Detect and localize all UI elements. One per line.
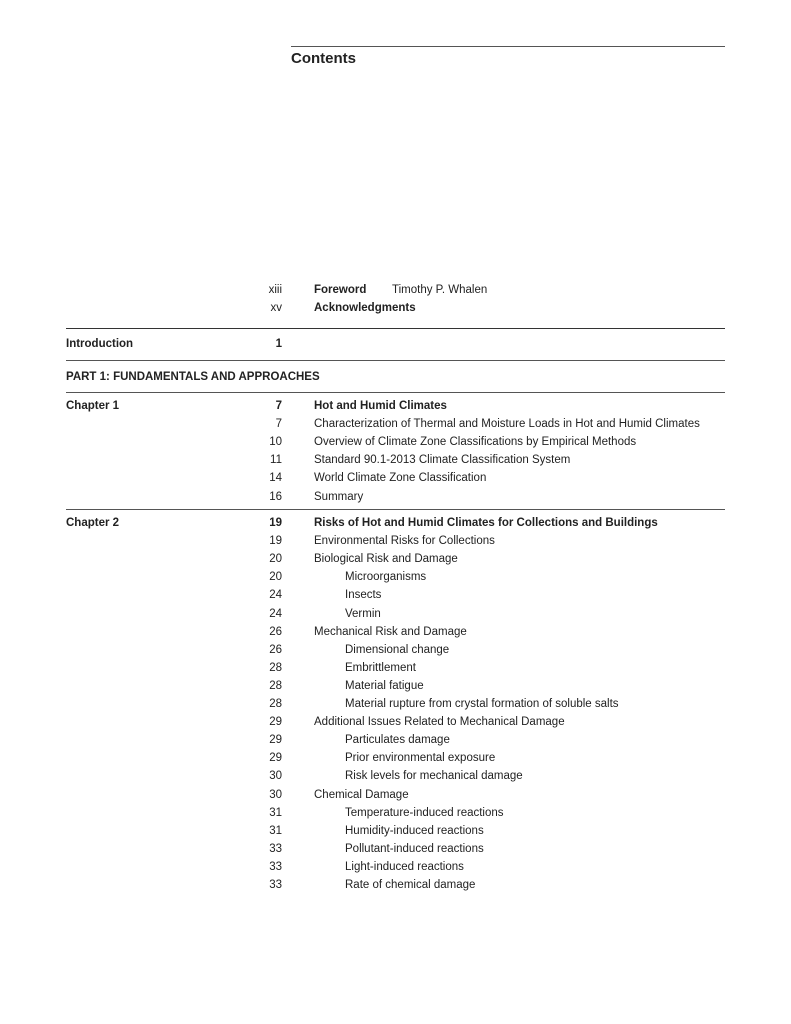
toc-entry-page: 28 — [269, 698, 282, 710]
toc-entry-page: 28 — [269, 679, 282, 692]
toc-entry-title[interactable]: Summary — [314, 490, 364, 503]
toc-entry-title[interactable]: Environmental Risks for Collections — [314, 535, 495, 548]
toc-entry-page: 26 — [269, 643, 282, 656]
toc-entry-title[interactable]: Material rupture from crystal formation of soluble salts — [345, 698, 619, 710]
toc-entry-page: 11 — [270, 454, 282, 467]
toc-entry-title[interactable]: Overview of Climate Zone Classifications by Empirical Methods — [314, 436, 637, 449]
toc-entry-page: 29 — [269, 734, 282, 747]
toc-entry-page: 19 — [269, 517, 282, 529]
toc-entry-page: 14 — [269, 472, 282, 485]
foreword-page: xiii — [268, 284, 282, 296]
toc-entry-title[interactable]: Vermin — [345, 607, 381, 620]
toc-entry-page: 24 — [269, 589, 282, 602]
toc-entry-title[interactable]: World Climate Zone Classification — [314, 472, 487, 485]
toc-entry-page: 7 — [275, 418, 282, 431]
toc-entry-title[interactable]: Prior environmental exposure — [345, 752, 496, 765]
toc-entry-title[interactable]: Temperature-induced reactions — [345, 806, 504, 819]
acknowledgments-label[interactable]: Acknowledgments — [314, 302, 416, 314]
toc-entry-title[interactable]: Embrittlement — [345, 661, 416, 674]
toc-entry-title[interactable]: Pollutant-induced reactions — [345, 842, 484, 855]
toc-entry-title[interactable]: Hot and Humid Climates — [314, 400, 447, 412]
toc-entry-title[interactable]: Material fatigue — [345, 679, 424, 692]
chapter1-rule — [66, 392, 725, 393]
toc-entry-page: 29 — [269, 716, 282, 729]
toc-entry-title[interactable]: Light-induced reactions — [345, 860, 464, 873]
toc-entry-page: 31 — [269, 824, 282, 837]
toc-entry-page: 33 — [269, 842, 282, 855]
toc-entry-page: 33 — [269, 860, 282, 873]
toc-entry-page: 29 — [269, 752, 282, 765]
toc-entry-title[interactable]: Particulates damage — [345, 734, 450, 747]
toc-entry-title[interactable]: Chemical Damage — [314, 788, 409, 801]
toc-entry-title[interactable]: Microorganisms — [345, 571, 427, 584]
toc-entry-title[interactable]: Dimensional change — [345, 643, 450, 656]
toc-entry-title[interactable]: Standard 90.1-2013 Climate Classification System — [314, 454, 571, 467]
part1-label: PART 1: FUNDAMENTALS AND APPROACHES — [66, 371, 320, 383]
toc-entry-page: 26 — [269, 625, 282, 638]
toc-entry-title[interactable]: Characterization of Thermal and Moisture Loads in Hot and Humid Climates — [314, 418, 700, 431]
foreword-label[interactable]: Foreword — [314, 284, 367, 296]
toc-entry-page: 33 — [269, 879, 282, 891]
toc-entry-page: 7 — [275, 400, 282, 412]
toc-entry-page: 31 — [269, 806, 282, 819]
toc-entry-page: 10 — [269, 436, 282, 449]
chapter2-rule — [66, 509, 725, 510]
toc-entry-title[interactable]: Additional Issues Related to Mechanical Damage — [314, 716, 565, 729]
chapter2-label[interactable]: Chapter 2 — [66, 517, 120, 529]
foreword-author: Timothy P. Whalen — [392, 284, 488, 296]
toc-entry-title[interactable]: Biological Risk and Damage — [314, 553, 458, 566]
toc-entry-title[interactable]: Insects — [345, 589, 382, 602]
toc-entry-page: 19 — [269, 535, 282, 548]
toc-entry-page: 28 — [269, 661, 282, 674]
toc-entry-title[interactable]: Risks of Hot and Humid Climates for Collections and Buildings — [314, 517, 658, 529]
toc-entry-page: 16 — [269, 490, 282, 503]
toc-entry-page: 24 — [269, 607, 282, 620]
toc-entry-title[interactable]: Humidity-induced reactions — [345, 824, 484, 837]
toc-entry-page: 30 — [269, 788, 282, 801]
title-rule — [291, 46, 725, 47]
toc-entry-title[interactable]: Mechanical Risk and Damage — [314, 625, 467, 638]
page-title: Contents — [291, 50, 356, 67]
acknowledgments-page: xv — [270, 302, 282, 314]
toc-entry-page: 20 — [269, 553, 282, 566]
part1-rule — [66, 360, 725, 361]
toc-entry-page: 30 — [269, 770, 282, 783]
toc-entry-page: 20 — [269, 571, 282, 584]
introduction-label[interactable]: Introduction — [66, 338, 134, 350]
introduction-page: 1 — [275, 338, 282, 350]
toc-entry-title[interactable]: Rate of chemical damage — [345, 879, 476, 891]
chapter1-label[interactable]: Chapter 1 — [66, 400, 120, 412]
toc-entry-title[interactable]: Risk levels for mechanical damage — [345, 770, 523, 783]
intro-rule — [66, 328, 725, 329]
